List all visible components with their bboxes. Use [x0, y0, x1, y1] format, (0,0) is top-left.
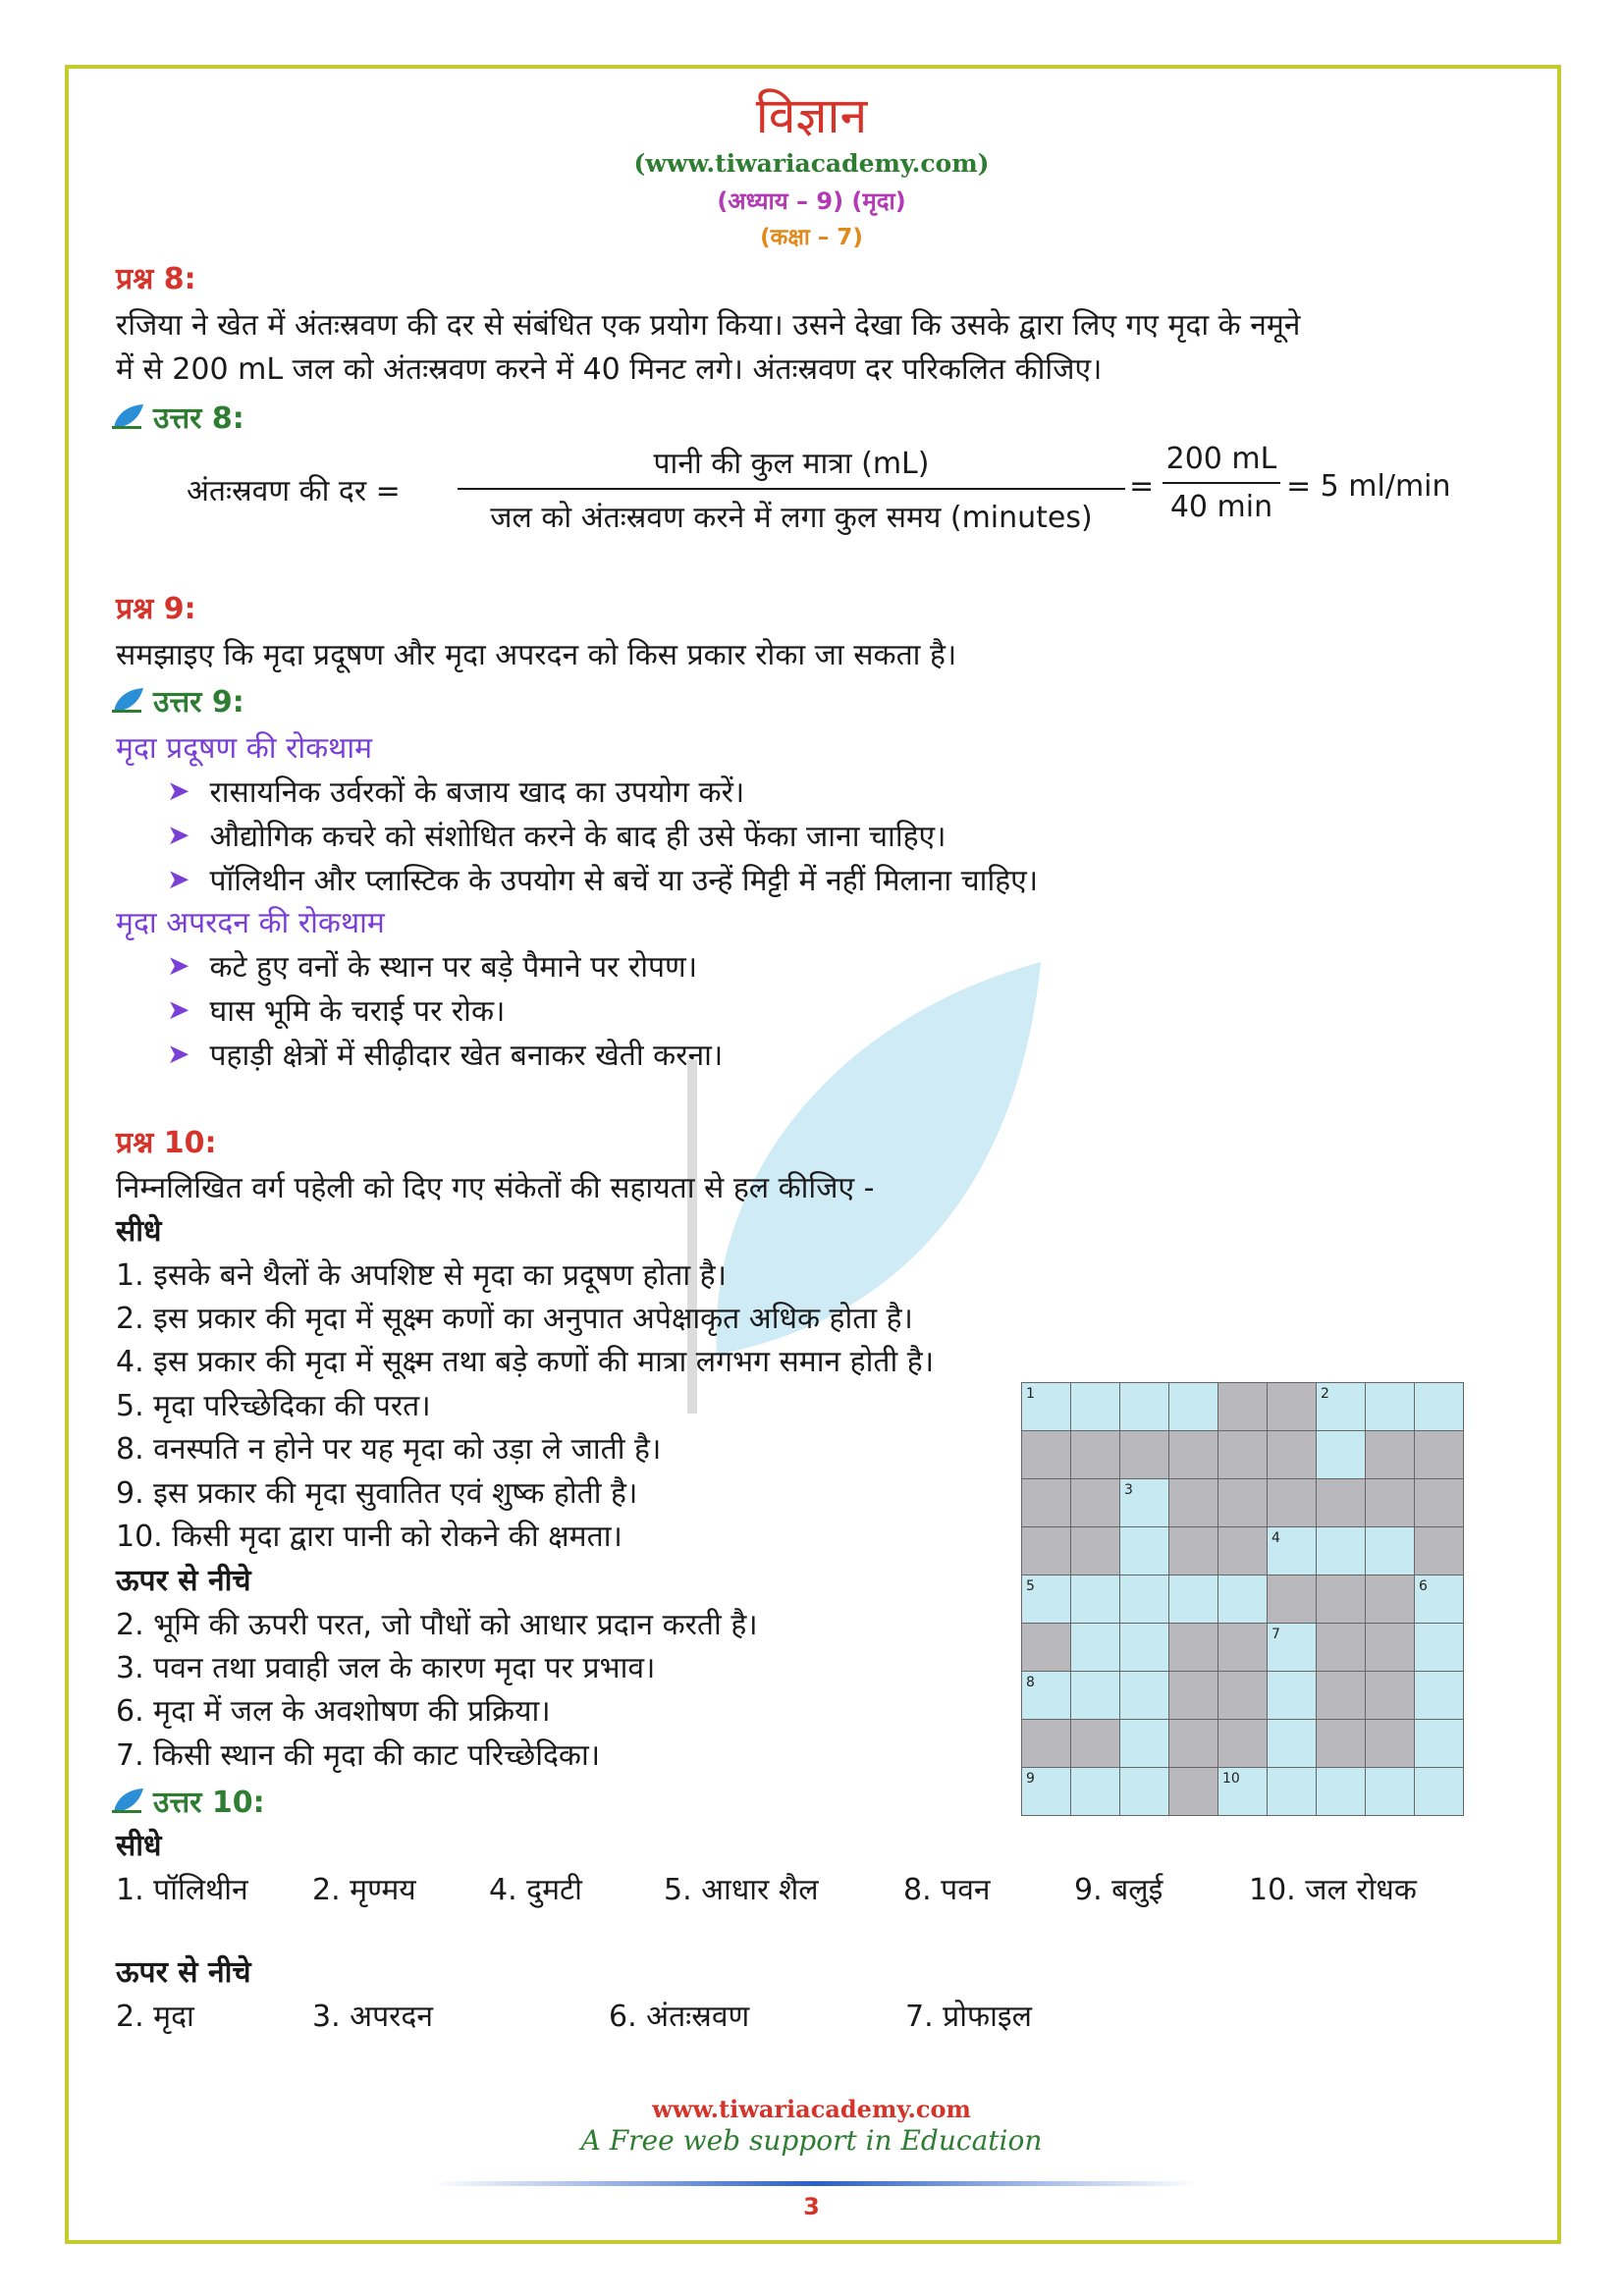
- crossword-cell-blocked: [1218, 1431, 1268, 1479]
- crossword-cell-open: [1268, 1624, 1317, 1672]
- crossword-cell-blocked: [1268, 1383, 1317, 1431]
- bullet-arrow-icon: ➤: [167, 1038, 190, 1070]
- crossword-cell-open: [1120, 1527, 1169, 1575]
- formula-result: = 5 ml/min: [1286, 469, 1451, 504]
- list-item-text: पॉलिथीन और प्लास्टिक के उपयोग से बचें या उन्हें मिट्टी में नहीं मिलाना चाहिए।: [209, 864, 1039, 898]
- list-item-text: घास भूमि के चराई पर रोक।: [209, 994, 506, 1029]
- crossword-cell-number: 5: [1026, 1578, 1035, 1594]
- crossword-cell-blocked: [1218, 1720, 1268, 1768]
- answer-across-item: 5. आधार शैल: [664, 1873, 819, 1907]
- crossword-cell-open: [1366, 1383, 1415, 1431]
- crossword-cell-blocked: [1169, 1479, 1218, 1527]
- crossword-cell-blocked: [1169, 1624, 1218, 1672]
- crossword-cell-number: 8: [1026, 1675, 1035, 1690]
- answer-8-label: उत्तर 8:: [153, 401, 244, 436]
- bullet-arrow-icon: ➤: [167, 774, 190, 807]
- answer-across-item: 4. दुमटी: [489, 1873, 582, 1907]
- question-9-text: समझाइए कि मृदा प्रदूषण और मृदा अपरदन को किस प्रकार रोका जा सकता है।: [116, 638, 957, 672]
- crossword-cell-blocked: [1169, 1720, 1218, 1768]
- crossword-row: [1022, 1768, 1464, 1816]
- crossword-cell-blocked: [1268, 1431, 1317, 1479]
- question-10-label: प्रश्न 10:: [116, 1126, 217, 1160]
- list-item-text: कटे हुए वनों के स्थान पर बड़े पैमाने पर रोपण।: [209, 950, 698, 985]
- crossword-cell-blocked: [1120, 1431, 1169, 1479]
- subheading-erosion-prevention: मृदा अपरदन की रोकथाम: [116, 906, 385, 940]
- crossword-cell-open: [1317, 1431, 1366, 1479]
- crossword-cell-number: 6: [1419, 1578, 1428, 1594]
- crossword-cell-number: 9: [1026, 1771, 1035, 1787]
- crossword-cell-number: 2: [1321, 1386, 1329, 1402]
- fraction-2-numerator: 200 mL: [1165, 442, 1277, 476]
- crossword-cell-open: [1120, 1624, 1169, 1672]
- crossword-cell-blocked: [1366, 1624, 1415, 1672]
- header-class: (कक्षा – 7): [760, 225, 863, 250]
- across-clue: 1. इसके बने थैलों के अपशिष्ट से मृदा का प्रदूषण होता है।: [116, 1258, 727, 1293]
- crossword-cell-open: [1120, 1720, 1169, 1768]
- answer-across-item: 2. मृण्मय: [312, 1873, 416, 1907]
- crossword-row: [1022, 1720, 1464, 1768]
- answer-down-item: 7. प्रोफाइल: [905, 2000, 1032, 2034]
- bullet-arrow-icon: ➤: [167, 863, 190, 895]
- crossword-cell-blocked: [1317, 1479, 1366, 1527]
- answer-down-item: 6. अंतःस्रवण: [609, 2000, 750, 2034]
- crossword-cell-open: [1071, 1624, 1120, 1672]
- crossword-cell-blocked: [1317, 1575, 1366, 1624]
- crossword-cell-blocked: [1218, 1383, 1268, 1431]
- down-heading: ऊपर से नीचे: [116, 1564, 251, 1598]
- list-item: [167, 815, 947, 855]
- crossword-cell-open: [1022, 1672, 1071, 1720]
- crossword-cell-open: [1268, 1527, 1317, 1575]
- crossword-cell-blocked: [1366, 1431, 1415, 1479]
- crossword-cell-blocked: [1317, 1720, 1366, 1768]
- question-8-text-line1: रजिया ने खेत में अंतःस्रवण की दर से संबंधित एक प्रयोग किया। उसने देखा कि उसके द्वारा लिए गए मृदा के नमूने: [116, 308, 1301, 343]
- bullet-arrow-icon: ➤: [167, 949, 190, 982]
- crossword-cell-blocked: [1317, 1624, 1366, 1672]
- question-10-intro: निम्नलिखित वर्ग पहेली को दिए गए संकेतों की सहायता से हल कीजिए -: [116, 1171, 875, 1205]
- list-item: [167, 1034, 723, 1074]
- page-title: विज्ञान: [755, 87, 868, 144]
- answer-across-item: 1. पॉलिथीन: [116, 1873, 248, 1907]
- crossword-cell-blocked: [1317, 1672, 1366, 1720]
- list-item-text: औद्योगिक कचरे को संशोधित करने के बाद ही उसे फेंका जाना चाहिए।: [209, 820, 947, 854]
- crossword-cell-blocked: [1022, 1527, 1071, 1575]
- crossword-cell-open: [1317, 1768, 1366, 1816]
- crossword-cell-open: [1317, 1383, 1366, 1431]
- crossword-cell-blocked: [1218, 1624, 1268, 1672]
- crossword-cell-open: [1366, 1527, 1415, 1575]
- crossword-cell-open: [1120, 1672, 1169, 1720]
- crossword-row: [1022, 1383, 1464, 1431]
- crossword-cell-blocked: [1169, 1527, 1218, 1575]
- crossword-cell-open: [1071, 1575, 1120, 1624]
- crossword-cell-blocked: [1268, 1479, 1317, 1527]
- answer-8-label-wrap: [110, 397, 244, 437]
- crossword-cell-open: [1415, 1672, 1464, 1720]
- header-chapter: (अध्याय – 9) (मृदा): [717, 187, 906, 215]
- answer-across-heading: सीधे: [116, 1829, 162, 1863]
- leaf-pen-icon: [110, 1787, 147, 1816]
- down-clue: 2. भूमि की ऊपरी परत, जो पौधों को आधार प्रदान करती है।: [116, 1608, 758, 1642]
- across-clue: 4. इस प्रकार की मृदा में सूक्ष्म तथा बड़े कणों की मात्रा लगभग समान होती है।: [116, 1345, 935, 1379]
- down-clue: 6. मृदा में जल के अवशोषण की प्रक्रिया।: [116, 1694, 551, 1729]
- footer-divider: [432, 2181, 1198, 2186]
- crossword-cell-open: [1071, 1768, 1120, 1816]
- crossword-cell-open: [1415, 1575, 1464, 1624]
- crossword-cell-open: [1169, 1383, 1218, 1431]
- crossword-cell-open: [1120, 1768, 1169, 1816]
- crossword-cell-blocked: [1366, 1479, 1415, 1527]
- crossword-cell-blocked: [1071, 1527, 1120, 1575]
- crossword-cell-open: [1022, 1383, 1071, 1431]
- answer-down-heading: ऊपर से नीचे: [116, 1955, 251, 1990]
- crossword-cell-open: [1317, 1527, 1366, 1575]
- list-item: [167, 771, 744, 811]
- formula-lhs: अंतःस्रवण की दर =: [187, 474, 401, 508]
- answer-10-label-wrap: [110, 1781, 265, 1821]
- answer-down-item: 3. अपरदन: [312, 2000, 433, 2034]
- crossword-cell-open: [1415, 1768, 1464, 1816]
- crossword-cell-open: [1415, 1720, 1464, 1768]
- crossword-row: [1022, 1575, 1464, 1624]
- crossword-row: [1022, 1624, 1464, 1672]
- formula-fraction-2: [1163, 442, 1280, 524]
- crossword-cell-blocked: [1169, 1431, 1218, 1479]
- crossword-cell-open: [1218, 1575, 1268, 1624]
- list-item: [167, 945, 697, 986]
- across-clue: 10. किसी मृदा द्वारा पानी को रोकने की क्षमता।: [116, 1520, 622, 1554]
- list-item: [167, 859, 1038, 899]
- bullet-arrow-icon: ➤: [167, 819, 190, 851]
- leaf-pen-icon: [110, 686, 147, 716]
- question-8-label: प्रश्न 8:: [116, 262, 196, 296]
- fraction-2-denominator: 40 min: [1169, 490, 1273, 524]
- down-clue: 3. पवन तथा प्रवाही जल के कारण मृदा पर प्रभाव।: [116, 1651, 656, 1685]
- crossword-cell-blocked: [1169, 1768, 1218, 1816]
- question-9-label: प्रश्न 9:: [116, 592, 196, 626]
- crossword-cell-open: [1169, 1575, 1218, 1624]
- crossword-cell-open: [1415, 1383, 1464, 1431]
- crossword-cell-blocked: [1366, 1672, 1415, 1720]
- crossword-cell-blocked: [1415, 1527, 1464, 1575]
- crossword-cell-blocked: [1022, 1624, 1071, 1672]
- crossword-cell-blocked: [1071, 1479, 1120, 1527]
- crossword-grid: [1021, 1382, 1464, 1816]
- crossword-cell-open: [1415, 1624, 1464, 1672]
- formula-fraction-1: [458, 442, 1125, 536]
- question-8-text-line2: में से 200 mL जल को अंतःस्रवण करने में 40 मिनट लगे। अंतःस्रवण दर परिकलित कीजिए।: [116, 352, 1103, 387]
- crossword-cell-number: 1: [1026, 1386, 1035, 1402]
- answer-10-label: उत्तर 10:: [153, 1786, 265, 1820]
- answer-9-label-wrap: [110, 680, 244, 721]
- crossword-row: [1022, 1479, 1464, 1527]
- leaf-pen-icon: [110, 402, 147, 432]
- crossword-cell-number: 3: [1124, 1482, 1133, 1498]
- down-clue: 7. किसी स्थान की मृदा की काट परिच्छेदिका।: [116, 1738, 601, 1773]
- crossword-cell-blocked: [1022, 1479, 1071, 1527]
- crossword-cell-blocked: [1169, 1672, 1218, 1720]
- crossword-row: [1022, 1431, 1464, 1479]
- crossword-cell-blocked: [1268, 1575, 1317, 1624]
- answer-across-item: 9. बलुई: [1074, 1873, 1163, 1907]
- crossword-cell-open: [1268, 1768, 1317, 1816]
- page-number: 3: [803, 2193, 820, 2220]
- crossword-row: [1022, 1672, 1464, 1720]
- crossword-cell-open: [1022, 1575, 1071, 1624]
- crossword-cell-open: [1366, 1768, 1415, 1816]
- footer-site-link[interactable]: www.tiwariacademy.com: [652, 2095, 971, 2123]
- crossword-cell-number: 7: [1271, 1627, 1280, 1642]
- answer-down-item: 2. मृदा: [116, 2000, 194, 2034]
- across-heading: सीधे: [116, 1214, 162, 1249]
- crossword-cell-number: 4: [1271, 1530, 1280, 1546]
- crossword-cell-open: [1218, 1768, 1268, 1816]
- list-item-text: पहाड़ी क्षेत्रों में सीढ़ीदार खेत बनाकर खेती करना।: [209, 1039, 724, 1073]
- list-item-text: रासायनिक उर्वरकों के बजाय खाद का उपयोग करें।: [209, 775, 745, 810]
- header-site: (www.tiwariacademy.com): [633, 149, 990, 178]
- crossword-cell-blocked: [1415, 1479, 1464, 1527]
- across-clue: 5. मृदा परिच्छेदिका की परत।: [116, 1389, 431, 1423]
- crossword-row: [1022, 1527, 1464, 1575]
- crossword-cell-blocked: [1218, 1672, 1268, 1720]
- answer-across-item: 8. पवन: [903, 1873, 991, 1907]
- fraction-1-numerator: पानी की कुल मात्रा (mL): [653, 447, 930, 481]
- crossword-cell-number: 10: [1222, 1771, 1240, 1787]
- crossword-cell-open: [1268, 1720, 1317, 1768]
- answer-9-label: उत्तर 9:: [153, 685, 244, 720]
- across-clue: 8. वनस्पति न होने पर यह मृदा को उड़ा ले जाती है।: [116, 1432, 662, 1467]
- across-clue: 2. इस प्रकार की मृदा में सूक्ष्म कणों का अनुपात अपेक्षाकृत अधिक होता है।: [116, 1302, 913, 1336]
- crossword-cell-open: [1071, 1672, 1120, 1720]
- crossword-cell-blocked: [1366, 1720, 1415, 1768]
- crossword-cell-open: [1120, 1383, 1169, 1431]
- across-clue: 9. इस प्रकार की मृदा सुवातित एवं शुष्क होती है।: [116, 1476, 638, 1511]
- crossword-cell-open: [1268, 1672, 1317, 1720]
- answer-across-item: 10. जल रोधक: [1249, 1873, 1417, 1907]
- formula-equals-1: =: [1129, 469, 1155, 504]
- crossword-cell-open: [1120, 1479, 1169, 1527]
- crossword-cell-blocked: [1071, 1431, 1120, 1479]
- crossword-cell-blocked: [1218, 1479, 1268, 1527]
- footer-tagline: A Free web support in Education: [580, 2124, 1043, 2157]
- list-item: [167, 989, 505, 1030]
- crossword-cell-blocked: [1022, 1720, 1071, 1768]
- crossword-cell-blocked: [1218, 1527, 1268, 1575]
- crossword-cell-blocked: [1022, 1431, 1071, 1479]
- fraction-1-denominator: जल को अंतःस्रवण करने में लगा कुल समय (minutes): [490, 501, 1093, 535]
- fraction-1-bar: [458, 488, 1125, 490]
- crossword-cell-open: [1071, 1383, 1120, 1431]
- fraction-2-bar: [1163, 482, 1280, 484]
- subheading-pollution-prevention: मृदा प्रदूषण की रोकथाम: [116, 731, 373, 766]
- crossword-cell-blocked: [1366, 1575, 1415, 1624]
- crossword-cell-blocked: [1071, 1720, 1120, 1768]
- crossword-cell-blocked: [1415, 1431, 1464, 1479]
- crossword-cell-open: [1022, 1768, 1071, 1816]
- bullet-arrow-icon: ➤: [167, 993, 190, 1026]
- crossword-cell-open: [1120, 1575, 1169, 1624]
